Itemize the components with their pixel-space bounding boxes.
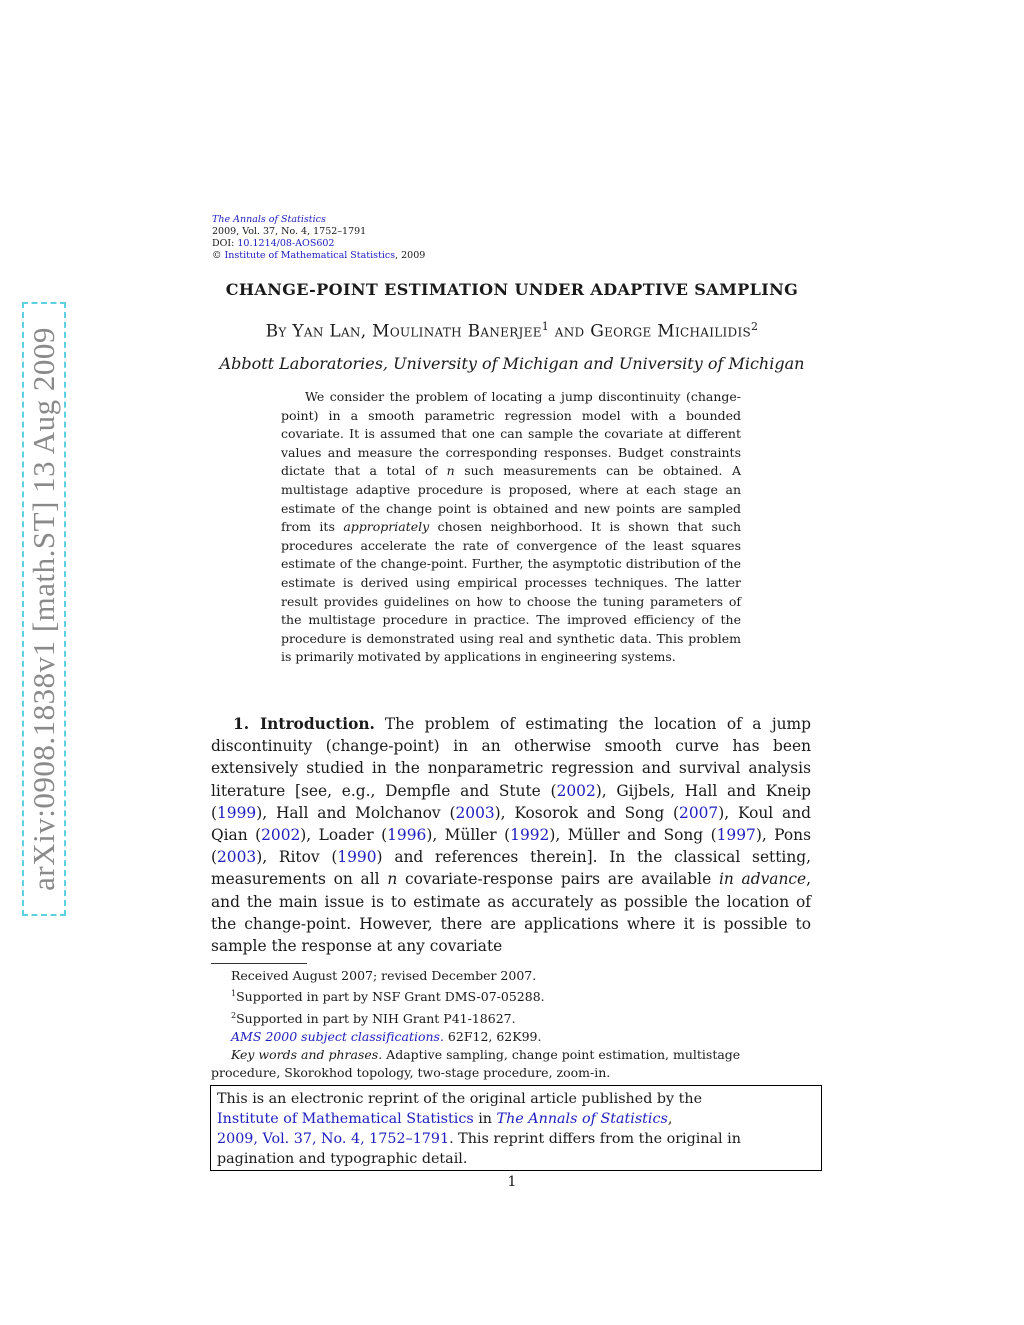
page-number: 1 (507, 1174, 517, 1190)
intro-text: ), Koul and Qian ( (211, 803, 811, 845)
journal-link[interactable]: The Annals of Statistics (212, 214, 326, 225)
intro-text: ), Ritov ( (256, 848, 338, 867)
footnote-mark-1: 1 (541, 320, 550, 333)
reprint-volume-link[interactable]: 2009, Vol. 37, No. 4, 1752–1791 (217, 1131, 450, 1147)
intro-text: ), Pons ( (211, 826, 811, 867)
intro-text: covariate-response pairs are available (397, 870, 719, 889)
institute-link[interactable]: Institute of Mathematical Statistics (224, 250, 396, 261)
received-dates: Received August 2007; revised December 2007. (231, 968, 537, 983)
intro-text: , and the main issue is to estimate as accurately as possible the location of the change-point. However, there are applications where it is possible to sample the response at any covariate (211, 870, 811, 956)
by-word: By (265, 321, 293, 342)
reprint-line-1: This is an electronic reprint of the original article published by the (217, 1091, 703, 1107)
citation-link[interactable]: 2002 (556, 781, 596, 800)
citation-link[interactable]: 1992 (510, 826, 550, 845)
keywords-label: Key words and phrases. (231, 1047, 383, 1063)
intro-n-symbol: n (387, 870, 398, 889)
footnote-2-text: Supported in part by NIH Grant P41-18627. (236, 1010, 516, 1026)
section-heading: 1. Introduction. (233, 715, 375, 733)
intro-text: ), Kosorok and Song ( (494, 803, 680, 822)
intro-text: ), Hall and Molchanov ( (256, 803, 456, 822)
footnote-1-mark: 1 (231, 989, 237, 999)
citation-link[interactable]: 1990 (337, 848, 377, 867)
citation-link[interactable]: 2003 (217, 848, 257, 867)
abstract-text: We consider the problem of locating a jump discontinuity (change-point) in a smooth parametric regression model with a bounded covariate. It is assumed that one can sample the covariate at different values and measure the corresponding responses. Budget constraints dictate that a total of (281, 389, 741, 479)
copyright-year: , 2009 (395, 250, 426, 261)
reprint-line-3: . This reprint differs from the original in (449, 1131, 741, 1147)
intro-text: ), Gijbels, Hall and Kneip ( (211, 781, 811, 822)
footnote-1 (211, 985, 811, 1006)
keywords-text: Adaptive sampling, change point estimation, multistage procedure, Skorokhod topology, two-stage procedure, zoom-in. (211, 1047, 741, 1081)
abstract-n-symbol: n (446, 463, 455, 479)
ams-classification-link[interactable]: AMS 2000 subject classifications. (231, 1028, 444, 1044)
doi-link[interactable]: 10.1214/08-AOS602 (237, 238, 335, 249)
ams-codes: 62F12, 62K99. (443, 1028, 542, 1044)
introduction-section (211, 713, 811, 957)
intro-text: ), Loader ( (300, 826, 388, 845)
journal-header (212, 214, 425, 262)
intro-emphasis: in advance (718, 870, 807, 889)
citation-link[interactable]: 1999 (217, 803, 257, 822)
arxiv-identifier[interactable]: arXiv:0908.1838v1 [math.ST] 13 Aug 2009 (26, 327, 61, 891)
footnote-rule (211, 963, 307, 964)
author-line (0, 320, 1024, 342)
volume-line: 2009, Vol. 37, No. 4, 1752–1791 (212, 226, 367, 237)
citation-link[interactable]: 2002 (261, 826, 301, 845)
author-michailidis: George Michailidis (590, 321, 752, 342)
footnote-1-text: Supported in part by NSF Grant DMS-07-05288. (236, 989, 545, 1005)
affiliations: Abbott Laboratories, University of Michigan and University of Michigan (219, 354, 805, 373)
and-word: and (549, 321, 591, 342)
citation-link[interactable]: 2003 (455, 803, 495, 822)
reprint-notice (210, 1085, 822, 1171)
doi-label: DOI: (212, 238, 235, 249)
footnote-2-mark: 2 (231, 1010, 237, 1020)
reprint-institute-link[interactable]: Institute of Mathematical Statistics (217, 1111, 474, 1127)
reprint-line-4: pagination and typographic detail. (217, 1151, 468, 1167)
abstract-emphasis: appropriately (343, 519, 430, 535)
intro-text: ), Müller ( (426, 826, 511, 845)
reprint-in-word: in (473, 1111, 497, 1127)
keywords (211, 1046, 811, 1082)
citation-link[interactable]: 1996 (387, 826, 427, 845)
intro-text: ) and references therein]. In the classical setting, measurements on all (211, 848, 812, 889)
citation-link[interactable]: 1997 (716, 826, 756, 845)
citation-link[interactable]: 2007 (679, 803, 719, 822)
footnote-mark-2: 2 (751, 320, 759, 333)
intro-text: The problem of estimating the location of a jump discontinuity (change-point) in an otherwise smooth curve has been extensively studied in the nonparametric regression and survival analysis literature [see, e.g., Dempfle and Stute ( (211, 715, 811, 800)
footnotes (211, 967, 811, 1083)
intro-text: ), Müller and Song ( (549, 826, 717, 845)
ams-classification (211, 1028, 811, 1046)
reprint-comma: , (667, 1111, 673, 1127)
copyright-symbol: © (212, 250, 222, 261)
reprint-journal-link[interactable]: The Annals of Statistics (496, 1111, 668, 1127)
paper-title: CHANGE-POINT ESTIMATION UNDER ADAPTIVE SAMPLING (225, 280, 799, 299)
author-banerjee: Moulinath Banerjee (372, 321, 542, 342)
abstract-text: such measurements can be obtained. A multistage adaptive procedure is proposed, where at each stage an estimate of the change point is obtained and new points are sampled from its (281, 463, 741, 535)
abstract-text: chosen neighborhood. It is shown that such procedures accelerate the rate of convergence of the least squares estimate of the change-point. Further, the asymptotic distribution of the estimate is derived using empirical processes techniques. The latter result provides guidelines on how to choose the tuning parameters of the multistage procedure in practice. The improved efficiency of the procedure is demonstrated using real and synthetic data. This problem is primarily motivated by applications in engineering systems. (281, 519, 741, 665)
abstract (281, 388, 741, 667)
author-lan: Yan Lan, (292, 321, 373, 342)
footnote-2 (211, 1007, 811, 1028)
